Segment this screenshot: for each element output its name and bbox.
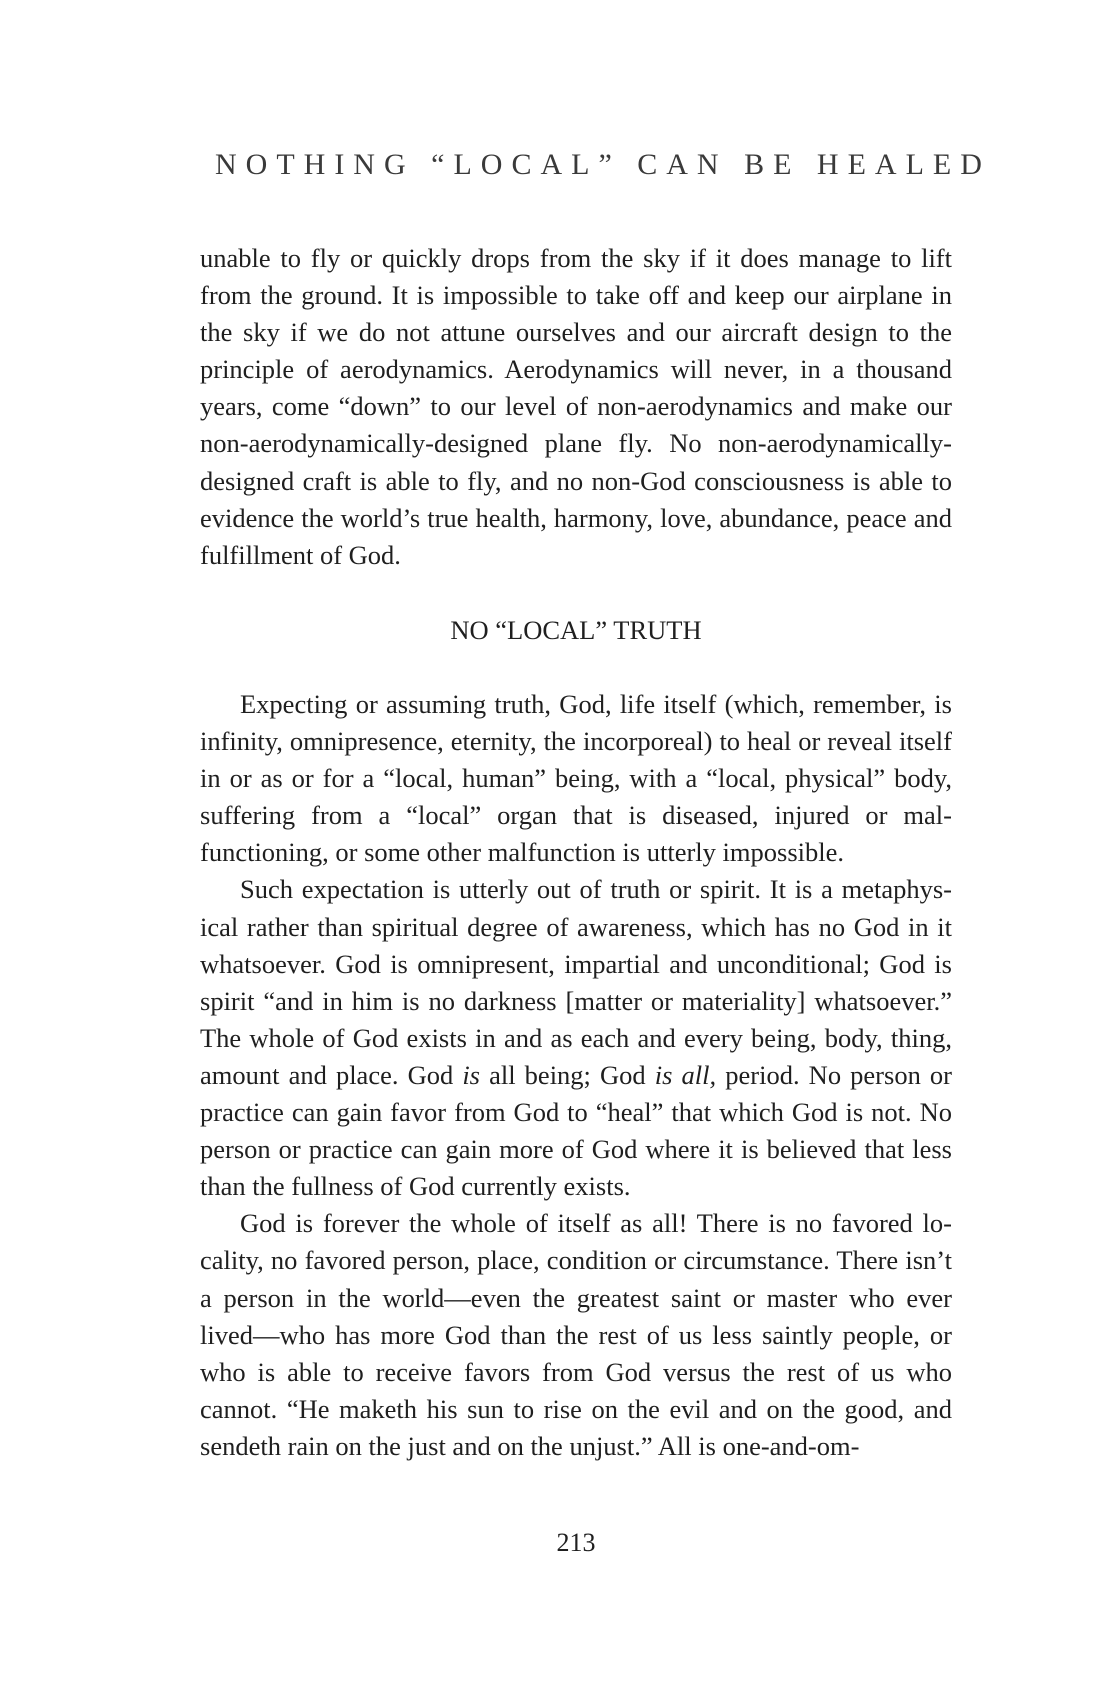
page-number: 213 (556, 1528, 596, 1557)
running-head: NOTHING “LOCAL” CAN BE HEALED (215, 148, 991, 181)
paragraph-text: all being; God (480, 1059, 655, 1090)
section-body (200, 686, 952, 1465)
paragraph-continued: unable to fly or quickly drops from the sky if it does manage to lift from the ground. It is impossible to take off and keep our airplane in the sky if we do not attune ourselves and our aircraft design to the principle of aerodynamics. Aerodynamics will never, in a thousand years, come “down” to our level of non-aerodynamics and make our non-aerodynamically-designed plane fly. No non-aerodynamically-designed craft is able to fly, and no non-God consciousness is able to evidence the world’s true health, harmony, love, abundance, peace and fulfillment of God. (200, 243, 952, 570)
paragraph: Expecting or assuming truth, God, life itself (which, remember, is infinity, omnipresence, eternity, the incorporeal) to heal or reveal itself in or as or for a “local, human” being, with a “local, physical” body, suffering from a “local” organ that is diseased, injured or malfunctioning, or some other malfunction is utterly impossible. (200, 689, 952, 868)
paragraph: God is forever the whole of itself as all! There is no favored locality, no favored person, place, condition or circumstance. There isn’t a person in the world—even the greatest saint or master who ever lived—who has more God than the rest of us less saintly people, or who is able to receive favors from God versus the rest of us who cannot. “He maketh his sun to rise on the evil and on the good, and sendeth rain on the just and on the unjust.” All is one-and-om- (200, 1208, 952, 1461)
paragraph-text: Such expectation is utterly out of truth or spirit. It is a metaphysical rather than spiritual degree of awareness, which has no God in it whatsoever. God is omnipresent, impartial and unconditional; God is spirit “and in him is no darkness [matter or materiality] whatsoever.” The whole of God exists in and as each and every being, body, thing, amount and place. God (200, 874, 952, 1090)
emphasis-text: is (462, 1059, 480, 1090)
paragraph-text: period. No person or practice can gain favor from God to “heal” that which God is not. No person or practice can gain more of God where it is believed that less than the fullness of God currently exists. (200, 1059, 952, 1202)
section-heading: NO “LOCAL” TRUTH (450, 615, 702, 645)
emphasis-text: is all, (654, 1059, 717, 1090)
paragraph (200, 871, 952, 1205)
